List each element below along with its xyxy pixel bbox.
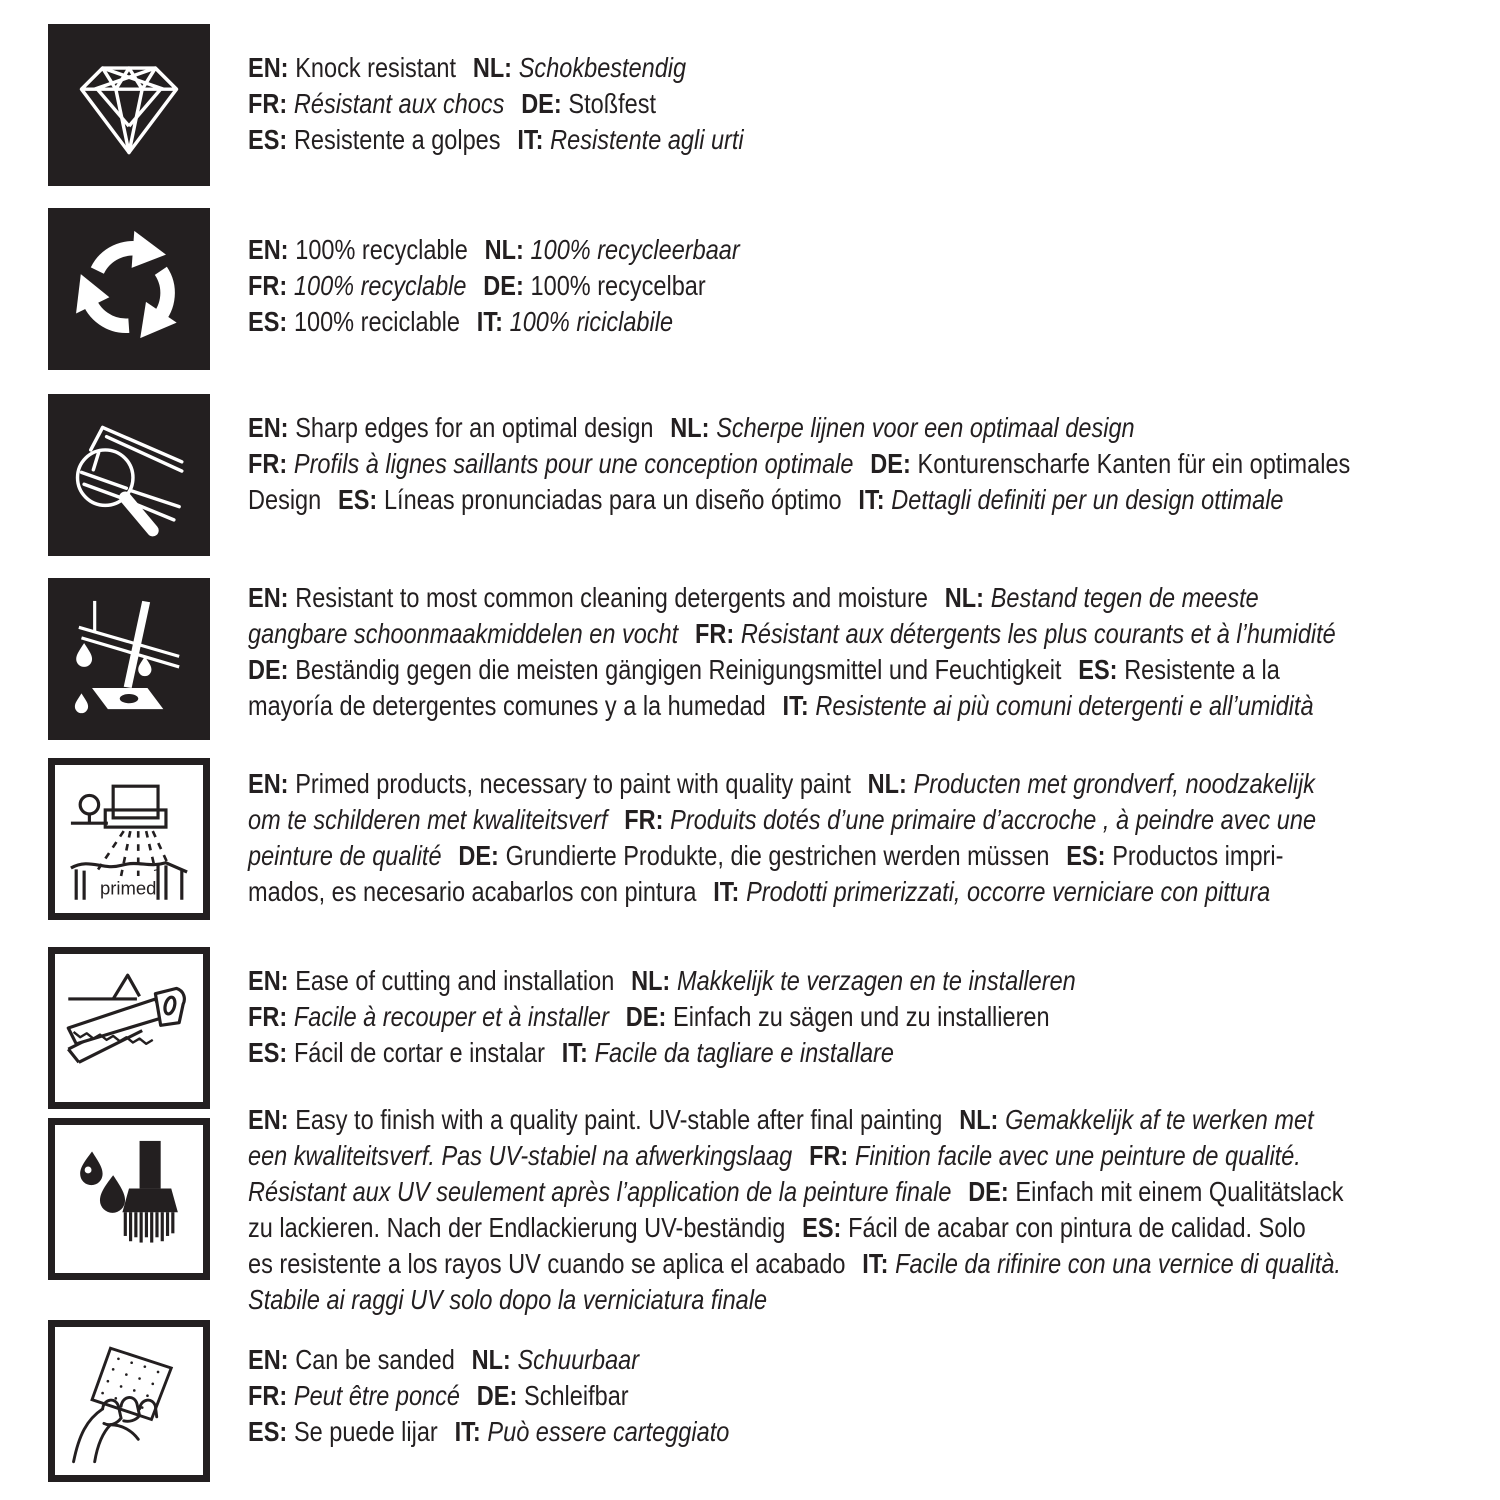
feature-text: Easy to finish with a quality paint. UV-stable after final painting bbox=[295, 1104, 943, 1135]
feature-text: Productos impri- bbox=[1112, 840, 1284, 871]
language-label: DE: bbox=[248, 654, 289, 685]
feature-text: Profils à lignes saillants pour une conception optimale bbox=[293, 448, 854, 479]
feature-text: Facile da rifinire con una vernice di qualità. bbox=[895, 1248, 1341, 1279]
feature-text: mados, es necesario acabarlos con pintura bbox=[248, 876, 697, 907]
sharp-edges-icon bbox=[48, 394, 210, 556]
language-label: IT: bbox=[858, 484, 885, 515]
feature-text: Fácil de cortar e instalar bbox=[293, 1037, 545, 1068]
feature-text: Líneas pronunciadas para un diseño óptimo bbox=[383, 484, 842, 515]
feature-text: Primed products, necessary to paint with quality paint bbox=[295, 768, 851, 799]
text-line bbox=[248, 616, 1336, 652]
text-line bbox=[248, 999, 1295, 1035]
text-line bbox=[248, 1210, 1306, 1246]
language-label: IT: bbox=[713, 876, 740, 907]
feature-text: Einfach zu sägen und zu installieren bbox=[673, 1001, 1050, 1032]
text-line bbox=[248, 304, 1295, 340]
text-line bbox=[248, 86, 1295, 122]
feature-text: een kwaliteitsverf. Pas UV-stabiel na afwerkingslaag bbox=[248, 1140, 793, 1171]
language-label: NL: bbox=[484, 234, 524, 265]
text-line bbox=[248, 446, 1351, 482]
feature-text: peinture de qualité bbox=[248, 840, 442, 871]
feature-text: 100% recycleerbaar bbox=[530, 234, 740, 265]
feature-description bbox=[248, 580, 1494, 724]
language-label: FR: bbox=[248, 88, 288, 119]
feature-text: 100% riciclabile bbox=[509, 306, 674, 337]
language-label: FR: bbox=[694, 618, 735, 649]
language-label: ES: bbox=[248, 306, 288, 337]
feature-text: Konturenscharfe Kanten für ein optimales bbox=[917, 448, 1351, 479]
feature-text: Bestand tegen de meeste bbox=[990, 582, 1259, 613]
feature-text: Facile da tagliare e installare bbox=[594, 1037, 894, 1068]
feature-text: Peut être poncé bbox=[293, 1380, 460, 1411]
feature-text: Sharp edges for an optimal design bbox=[295, 412, 654, 443]
feature-text: Gemakkelijk af te werken met bbox=[1005, 1104, 1314, 1135]
feature-text: Scherpe lijnen voor een optimaal design bbox=[716, 412, 1135, 443]
language-label: NL: bbox=[867, 768, 907, 799]
feature-description bbox=[248, 1102, 1494, 1318]
language-label: EN: bbox=[248, 1344, 289, 1375]
feature-text: Prodotti primerizzati, occorre verniciare con pittura bbox=[746, 876, 1271, 907]
feature-text: Resistente a la bbox=[1124, 654, 1280, 685]
language-label: NL: bbox=[471, 1344, 511, 1375]
language-label: DE: bbox=[483, 270, 524, 301]
text-line bbox=[248, 482, 1295, 518]
language-label: NL: bbox=[944, 582, 984, 613]
language-label: DE: bbox=[870, 448, 911, 479]
language-label: IT: bbox=[476, 306, 503, 337]
text-line bbox=[248, 1282, 1295, 1318]
feature-text: mayoría de detergentes comunes y a la humedad bbox=[248, 690, 766, 721]
feature-text: Schuurbaar bbox=[517, 1344, 640, 1375]
paint-brush-icon bbox=[48, 1118, 210, 1280]
feature-text: Schleifbar bbox=[524, 1380, 629, 1411]
text-line bbox=[248, 1378, 1295, 1414]
language-label: FR: bbox=[624, 804, 664, 835]
language-label: NL: bbox=[631, 965, 671, 996]
language-label: ES: bbox=[248, 1037, 288, 1068]
text-line bbox=[248, 1414, 1295, 1450]
primed-spray-icon bbox=[48, 758, 210, 920]
text-line bbox=[248, 1246, 1341, 1282]
feature-text: Facile à recouper et à installer bbox=[293, 1001, 609, 1032]
feature-text: Beständig gegen die meisten gängigen Reinigungsmittel und Feuchtigkeit bbox=[295, 654, 1062, 685]
text-line bbox=[248, 1102, 1314, 1138]
text-line bbox=[248, 963, 1295, 999]
language-label: EN: bbox=[248, 582, 289, 613]
language-label: FR: bbox=[248, 1380, 288, 1411]
text-line bbox=[248, 1035, 1295, 1071]
feature-text: 100% recyclable bbox=[295, 234, 468, 265]
text-line bbox=[248, 268, 1295, 304]
feature-text: Resistente agli urti bbox=[550, 124, 744, 155]
language-label: DE: bbox=[476, 1380, 518, 1411]
feature-text: 100% reciclable bbox=[293, 306, 460, 337]
feature-description bbox=[248, 766, 1494, 910]
language-label: FR: bbox=[809, 1140, 849, 1171]
language-label: FR: bbox=[248, 448, 288, 479]
text-line bbox=[248, 50, 1295, 86]
feature-text: Può essere carteggiato bbox=[487, 1416, 730, 1447]
feature-text: Resistant to most common cleaning detergents and moisture bbox=[295, 582, 928, 613]
feature-text: Einfach mit einem Qualitätslack bbox=[1015, 1176, 1344, 1207]
feature-description bbox=[248, 50, 1494, 158]
text-line bbox=[248, 410, 1295, 446]
feature-text: Makkelijk te verzagen en te installeren bbox=[676, 965, 1076, 996]
language-label: IT: bbox=[517, 124, 544, 155]
feature-description bbox=[248, 1342, 1494, 1450]
language-label: EN: bbox=[248, 52, 289, 83]
cleaning-mop-icon bbox=[48, 578, 210, 740]
feature-text: Stabile ai raggi UV solo dopo la verniciatura finale bbox=[248, 1284, 768, 1315]
text-line bbox=[248, 802, 1317, 838]
feature-text: 100% recyclable bbox=[293, 270, 467, 301]
language-label: ES: bbox=[338, 484, 378, 515]
language-label: FR: bbox=[248, 1001, 288, 1032]
feature-text: Résistant aux UV seulement après l’application de la peinture finale bbox=[248, 1176, 952, 1207]
feature-text: Resistente ai più comuni detergenti e all’umidità bbox=[815, 690, 1314, 721]
feature-description bbox=[248, 963, 1494, 1071]
language-label: ES: bbox=[1078, 654, 1118, 685]
primed-label: primed bbox=[99, 877, 157, 899]
feature-text: Knock resistant bbox=[295, 52, 457, 83]
feature-text: Résistant aux chocs bbox=[293, 88, 505, 119]
text-line bbox=[248, 580, 1295, 616]
feature-description bbox=[248, 232, 1494, 340]
language-label: EN: bbox=[248, 1104, 289, 1135]
language-label: EN: bbox=[248, 965, 289, 996]
feature-text: Can be sanded bbox=[295, 1344, 455, 1375]
text-line bbox=[248, 838, 1295, 874]
feature-text: Schokbestendig bbox=[518, 52, 687, 83]
feature-text: Se puede lijar bbox=[293, 1416, 438, 1447]
feature-text: 100% recycelbar bbox=[530, 270, 706, 301]
language-label: NL: bbox=[670, 412, 710, 443]
text-line bbox=[248, 1138, 1301, 1174]
language-label: DE: bbox=[521, 88, 562, 119]
sanding-hand-icon bbox=[48, 1320, 210, 1482]
feature-description bbox=[248, 410, 1494, 518]
feature-text: om te schilderen met kwaliteitsverf bbox=[248, 804, 608, 835]
feature-text: Resistente a golpes bbox=[293, 124, 501, 155]
language-label: IT: bbox=[782, 690, 809, 721]
feature-text: zu lackieren. Nach der Endlackierung UV-beständig bbox=[248, 1212, 786, 1243]
language-label: DE: bbox=[968, 1176, 1009, 1207]
language-label: EN: bbox=[248, 412, 289, 443]
language-label: DE: bbox=[458, 840, 499, 871]
text-line bbox=[248, 1342, 1295, 1378]
feature-text: Résistant aux détergents les plus courants et à l’humidité bbox=[740, 618, 1336, 649]
feature-text: Stoßfest bbox=[568, 88, 657, 119]
language-label: IT: bbox=[862, 1248, 889, 1279]
feature-text: Produits dotés d’une primaire d’accroche , à peindre avec une bbox=[670, 804, 1317, 835]
text-line bbox=[248, 232, 1295, 268]
text-line bbox=[248, 766, 1315, 802]
language-label: ES: bbox=[1066, 840, 1106, 871]
text-line bbox=[248, 652, 1295, 688]
language-label: FR: bbox=[248, 270, 288, 301]
language-label: DE: bbox=[625, 1001, 667, 1032]
diamond-icon bbox=[48, 24, 210, 186]
feature-text: Producten met grondverf, noodzakelijk bbox=[913, 768, 1315, 799]
feature-text: Fácil de acabar con pintura de calidad. Solo bbox=[848, 1212, 1306, 1243]
feature-text: Grundierte Produkte, die gestrichen werden müssen bbox=[505, 840, 1050, 871]
text-line bbox=[248, 874, 1295, 910]
language-label: NL: bbox=[959, 1104, 999, 1135]
language-label: ES: bbox=[248, 124, 288, 155]
text-line bbox=[248, 122, 1295, 158]
language-label: ES: bbox=[802, 1212, 842, 1243]
language-label: IT: bbox=[561, 1037, 588, 1068]
feature-text: gangbare schoonmaakmiddelen en vocht bbox=[248, 618, 679, 649]
language-label: IT: bbox=[454, 1416, 481, 1447]
text-line bbox=[248, 688, 1314, 724]
language-label: EN: bbox=[248, 234, 289, 265]
language-label: ES: bbox=[248, 1416, 288, 1447]
recycle-icon bbox=[48, 208, 210, 370]
feature-text: Finition facile avec une peinture de qualité. bbox=[854, 1140, 1301, 1171]
saw-icon bbox=[48, 947, 210, 1109]
feature-text: es resistente a los rayos UV cuando se aplica el acabado bbox=[248, 1248, 846, 1279]
feature-text: Design bbox=[248, 484, 322, 515]
feature-text: Ease of cutting and installation bbox=[295, 965, 615, 996]
text-line bbox=[248, 1174, 1344, 1210]
feature-text: Dettagli definiti per un design ottimale bbox=[891, 484, 1284, 515]
language-label: NL: bbox=[472, 52, 513, 83]
language-label: EN: bbox=[248, 768, 289, 799]
